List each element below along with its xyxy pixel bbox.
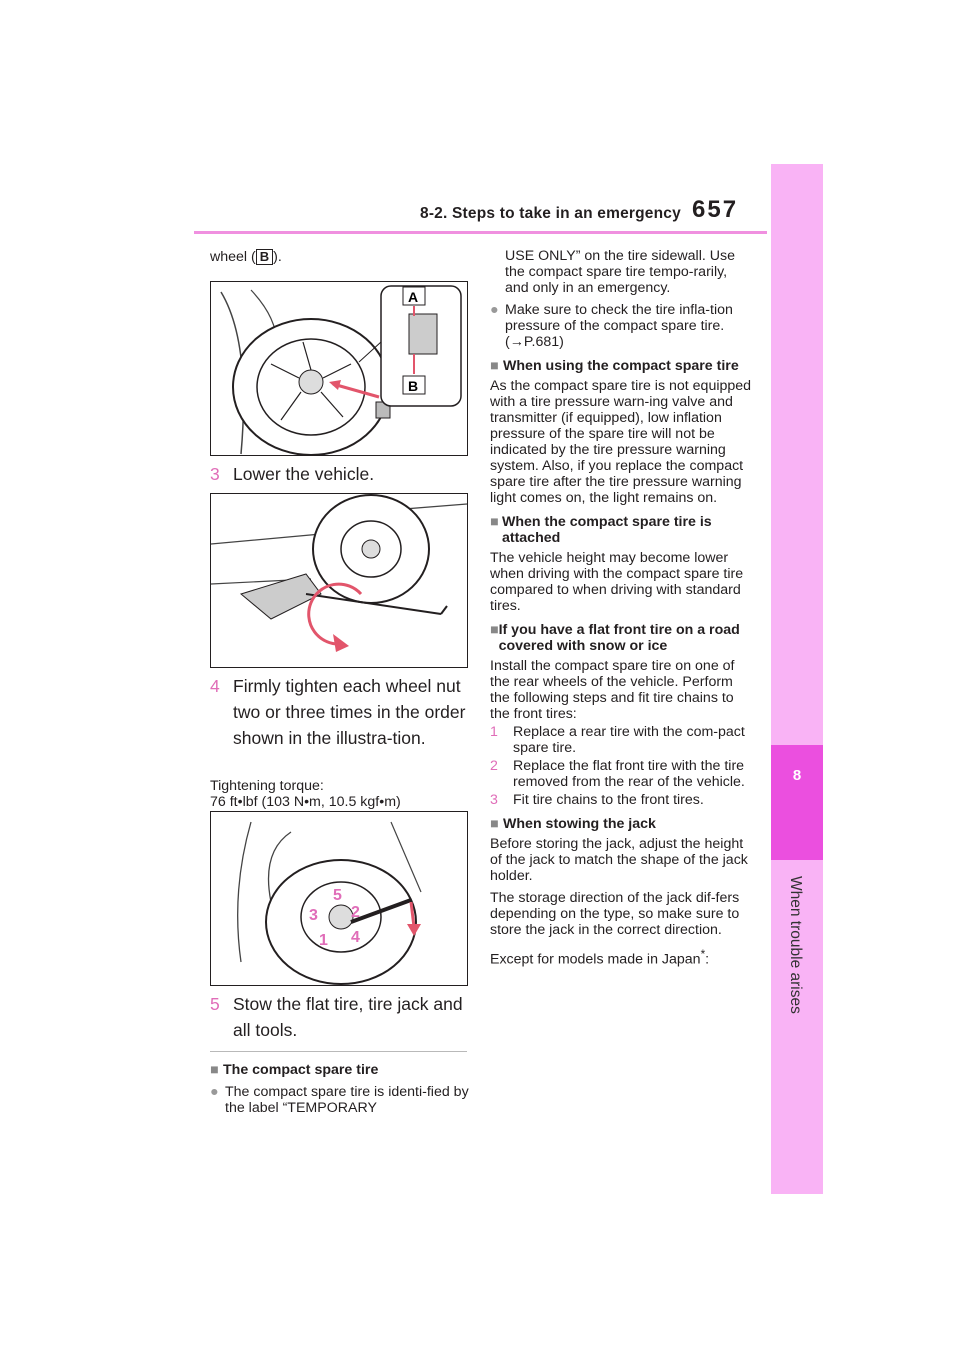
section-heading-spare-attached: When the compact spare tire is attached [501, 514, 712, 546]
snow-step-2: 2 Replace the flat front tire with the tire removed from the rear of the vehicle. [490, 758, 745, 790]
nut-order-3: 3 [309, 907, 318, 924]
section-compact-spare: ■ The compact spare tire ● The compact spare tire is identi-fied by the label “TEMPORARY [210, 1062, 472, 1116]
page-number: 657 [692, 196, 739, 223]
intro-text [210, 249, 472, 265]
using-spare-text: As the compact spare tire is not equipped with a tire pressure warn-ing valve and transmitter (if equipped), low inflation pressure of the spare tire will not be indicated by the tire pressure warning system. Also, if you replace the compact spare tire after the tire pressure warning light comes on, the light remains on. [490, 378, 752, 506]
label-b-inline: B [256, 249, 273, 265]
step-4-text: Firmly tighten each wheel nut two or three times in the order shown in the illustra-tion. [233, 676, 466, 748]
flat-front-snow-text: Install the compact spare tire on one of the rear wheels of the vehicle. Perform the following steps and fit tire chains to the front tires: [490, 658, 735, 722]
wheel-nut-illustration [210, 281, 468, 456]
stowing-jack-text-1: Before storing the jack, adjust the height of the jack to match the shape of the jack holder. [490, 836, 748, 884]
step-3 [210, 461, 472, 487]
bullet-label-text: The compact spare tire is identi-fied by the label “TEMPORARY [225, 1084, 469, 1116]
bullet-check-pressure: ● Make sure to check the tire infla-tion pressure of the compact spare tire. (→P.681) [490, 302, 733, 350]
page-reference-link[interactable]: →P.681 [509, 334, 560, 350]
bullet-pressure-text: Make sure to check the tire infla-tion pressure of the compact spare tire. ( [505, 302, 733, 350]
step-3-number: 3 [210, 464, 220, 484]
nut-order-2: 2 [351, 904, 360, 921]
fig1-label-b: B [408, 378, 419, 394]
torque-label: Tightening torque: [210, 778, 324, 794]
section-heading-flat-front-snow: If you have a flat front tire on a road covered with snow or ice [498, 622, 740, 654]
step-5-number: 5 [210, 994, 220, 1014]
step-5-text: Stow the flat tire, tire jack and all tools. [233, 994, 463, 1040]
nut-order-1: 1 [319, 932, 328, 949]
section-divider [210, 1051, 467, 1052]
fig1-label-a: A [408, 289, 419, 305]
spare-attached-text: The vehicle height may become lower when driving with the compact spare tire compared to when driving with standard tires. [490, 550, 744, 614]
right-column: USE ONLY” on the tire sidewall. Use the compact spare tire tempo-rarily, and only in an emergency. ● Make sure to check the tire infla-tion pressure of the compact spare tire. (→P.681) ■ When using the compact spare tire As the compact spare tire is not equipped with a tire pressure warn-ing valve and transmitter (if equipped), low inflation pressure of the spare tire will not be indicated by the tire pressure warning system. Also, if you replace the compact spare tire after the tire pressure warning light comes on, the light remains on. ■ When the compact spare tire is attached The vehicle height may become lower when driving with the compact spare tire compared to when driving with standard tires. ■ If you have a flat front tire on a road covered with snow or ice Install the compact spare tire on one of the rear wheels of the vehicle. Perform the following steps and fit tire chains to the front tires: 1 Replace a rear tire with the com-pact spare tire. 2 Replace the flat front tire with the tire removed from the rear of the vehicle. 3 Fit tire chains to the front tires. ■ When stowing the jack Before storing the jack, adjust the height of the jack to match the shape of the jack holder. The storage direction of the jack dif-fers depending on the type, so make sure to store the jack in the correct direction. Except for models made in Japan*: [490, 248, 752, 968]
lower-vehicle-illustration [210, 493, 468, 668]
chapter-number: 8 [792, 767, 802, 784]
step-5 [210, 991, 472, 1043]
section-title: 8-2. Steps to take in an emergency [420, 205, 681, 222]
chapter-side-tab-active [771, 745, 823, 860]
intro-post: ). [273, 249, 282, 265]
header-rule [194, 231, 767, 234]
stowing-jack-text-3: Except for models made in Japan*: [490, 947, 710, 968]
step-4-number: 4 [210, 676, 220, 696]
snow-step-3: 3 Fit tire chains to the front tires. [490, 792, 704, 808]
step-3-text: Lower the vehicle. [233, 464, 375, 484]
nut-order-4: 4 [351, 929, 360, 946]
section-heading-using-spare: When using the compact spare tire [503, 358, 739, 374]
step-4 [210, 673, 472, 751]
chapter-label: When trouble arises [787, 876, 804, 1014]
intro-pre: wheel ( [210, 249, 256, 265]
nut-order-5: 5 [333, 887, 342, 904]
footnote-mark: * [700, 947, 706, 961]
bullet-pressure-close: ) [559, 334, 564, 350]
stowing-jack-text-2: The storage direction of the jack dif-fers depending on the type, so make sure to store the jack in the correct direction. [490, 890, 740, 938]
snow-step-1: 1 Replace a rear tire with the com-pact spare tire. [490, 724, 745, 756]
torque-spec [210, 778, 472, 810]
continued-text: USE ONLY” on the tire sidewall. Use the compact spare tire tempo-rarily, and only in an emergency. [505, 248, 735, 296]
section-heading-compact-spare: The compact spare tire [223, 1062, 379, 1078]
tighten-order-illustration [210, 811, 468, 986]
chapter-side-tab [771, 164, 823, 1194]
torque-value: 76 ft•lbf (103 N•m, 10.5 kgf•m) [210, 794, 401, 810]
section-heading-stowing-jack: When stowing the jack [503, 816, 656, 832]
